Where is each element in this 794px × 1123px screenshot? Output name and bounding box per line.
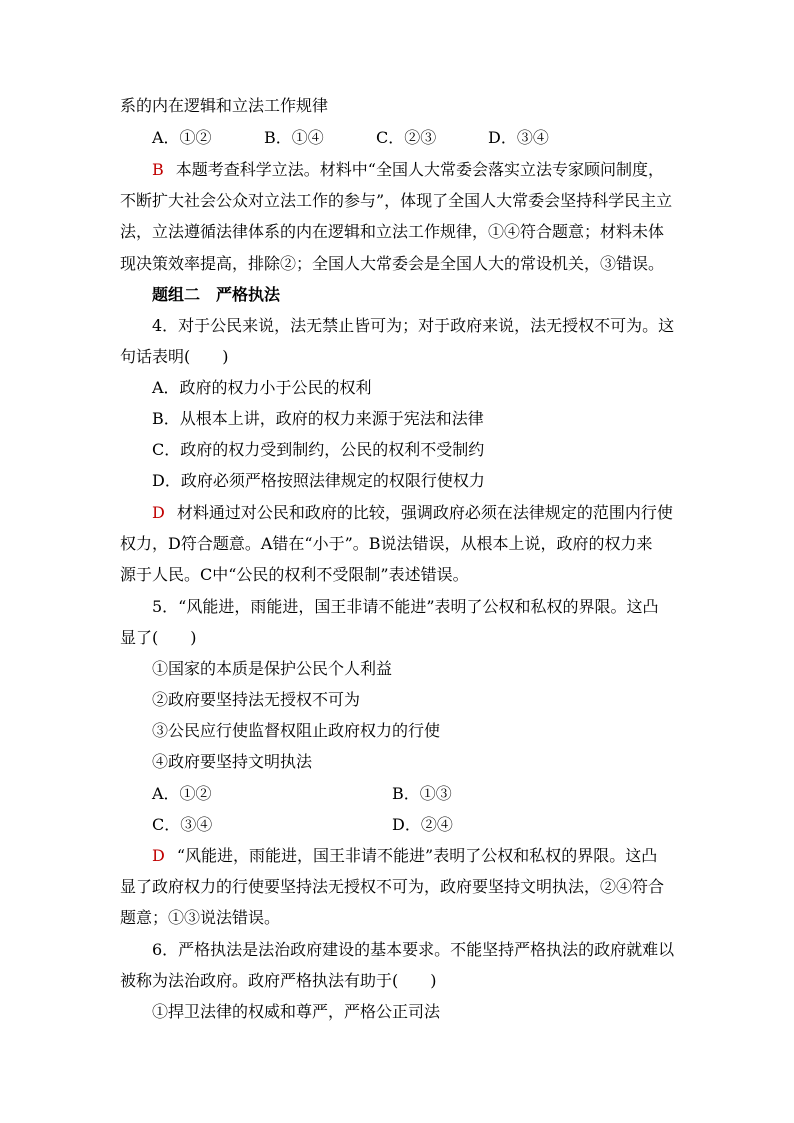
q5-stem-line2: 显了( ) xyxy=(120,628,197,647)
section-heading-group2: 题组二 严格执法 xyxy=(152,285,281,304)
q4-option-a: A．政府的权力小于公民的权利 xyxy=(152,378,372,397)
q3-option-c: C．②③ xyxy=(376,128,437,147)
q5-statement-1: ①国家的本质是保护公民个人利益 xyxy=(152,659,393,678)
q3-explanation-line2: 不断扩大社会公众对立法工作的参与”，体现了全国人大常委会坚持科学民主立 xyxy=(120,191,673,210)
q4-explanation-line1 xyxy=(152,503,673,523)
q5-statement-3: ③公民应行使监督权阻止政府权力的行使 xyxy=(152,721,441,740)
q5-option-b: B．①③ xyxy=(392,784,452,803)
q3-option-d: D．③④ xyxy=(488,128,549,147)
q4-answer-letter: D xyxy=(152,503,165,522)
q3-answer-letter: B xyxy=(152,160,164,179)
q3-option-b: B．①④ xyxy=(264,128,324,147)
q3-explanation-line1 xyxy=(152,160,664,180)
q3-explanation-text1: 本题考查科学立法。材料中“全国人大常委会落实立法专家顾问制度， xyxy=(175,160,664,179)
q5-stem-line1: 5．“风能进，雨能进，国王非请不能进”表明了公权和私权的界限。这凸 xyxy=(152,597,659,616)
q5-answer-letter: D xyxy=(152,846,165,865)
q4-explanation-line3: 源于人民。C中“公民的权利不受限制”表述错误。 xyxy=(120,565,469,584)
q6-statement-1: ①捍卫法律的权威和尊严，严格公正司法 xyxy=(152,1002,441,1021)
q5-explanation-line2: 显了政府权力的行使要坚持法无授权不可为，政府要坚持文明执法，②④符合 xyxy=(120,877,665,896)
q3-explanation-line3: 法，立法遵循法律体系的内在逻辑和立法工作规律，①④符合题意；材料未体 xyxy=(120,222,665,241)
q3-stem-continuation: 系的内在逻辑和立法工作规律 xyxy=(120,96,329,115)
q4-option-c: C．政府的权力受到制约，公民的权利不受制约 xyxy=(152,440,485,459)
q4-option-d: D．政府必须严格按照法律规定的权限行使权力 xyxy=(152,471,485,490)
q6-stem-line1: 6．严格执法是法治政府建设的基本要求。不能坚持严格执法的政府就难以 xyxy=(152,940,675,959)
q5-option-d: D．②④ xyxy=(392,815,453,834)
q5-statement-2: ②政府要坚持法无授权不可为 xyxy=(152,690,361,709)
q5-explanation-text1: “风能进，雨能进，国王非请不能进”表明了公权和私权的界限。这凸 xyxy=(176,846,658,865)
q3-explanation-line4: 现决策效率提高，排除②；全国人大常委会是全国人大的常设机关，③错误。 xyxy=(120,254,665,273)
q3-option-a: A．①② xyxy=(152,128,212,147)
q5-explanation-line3: 题意；①③说法错误。 xyxy=(120,908,281,927)
q5-explanation-line1 xyxy=(152,846,657,866)
q4-stem-line1: 4．对于公民来说，法无禁止皆可为；对于政府来说，法无授权不可为。这 xyxy=(152,316,675,335)
q5-statement-4: ④政府要坚持文明执法 xyxy=(152,752,313,771)
q4-explanation-text1: 材料通过对公民和政府的比较，强调政府必须在法律规定的范围内行使 xyxy=(176,503,673,522)
q5-option-c: C．③④ xyxy=(152,815,213,834)
q6-stem-line2: 被称为法治政府。政府严格执法有助于( ) xyxy=(120,971,437,990)
q4-option-b: B．从根本上讲，政府的权力来源于宪法和法律 xyxy=(152,409,484,428)
q4-explanation-line2: 权力，D符合题意。A错在“小于”。B说法错误，从根本上说，政府的权力来 xyxy=(120,534,653,553)
q4-stem-line2: 句话表明( ) xyxy=(120,347,229,366)
q5-option-a: A．①② xyxy=(152,784,212,803)
